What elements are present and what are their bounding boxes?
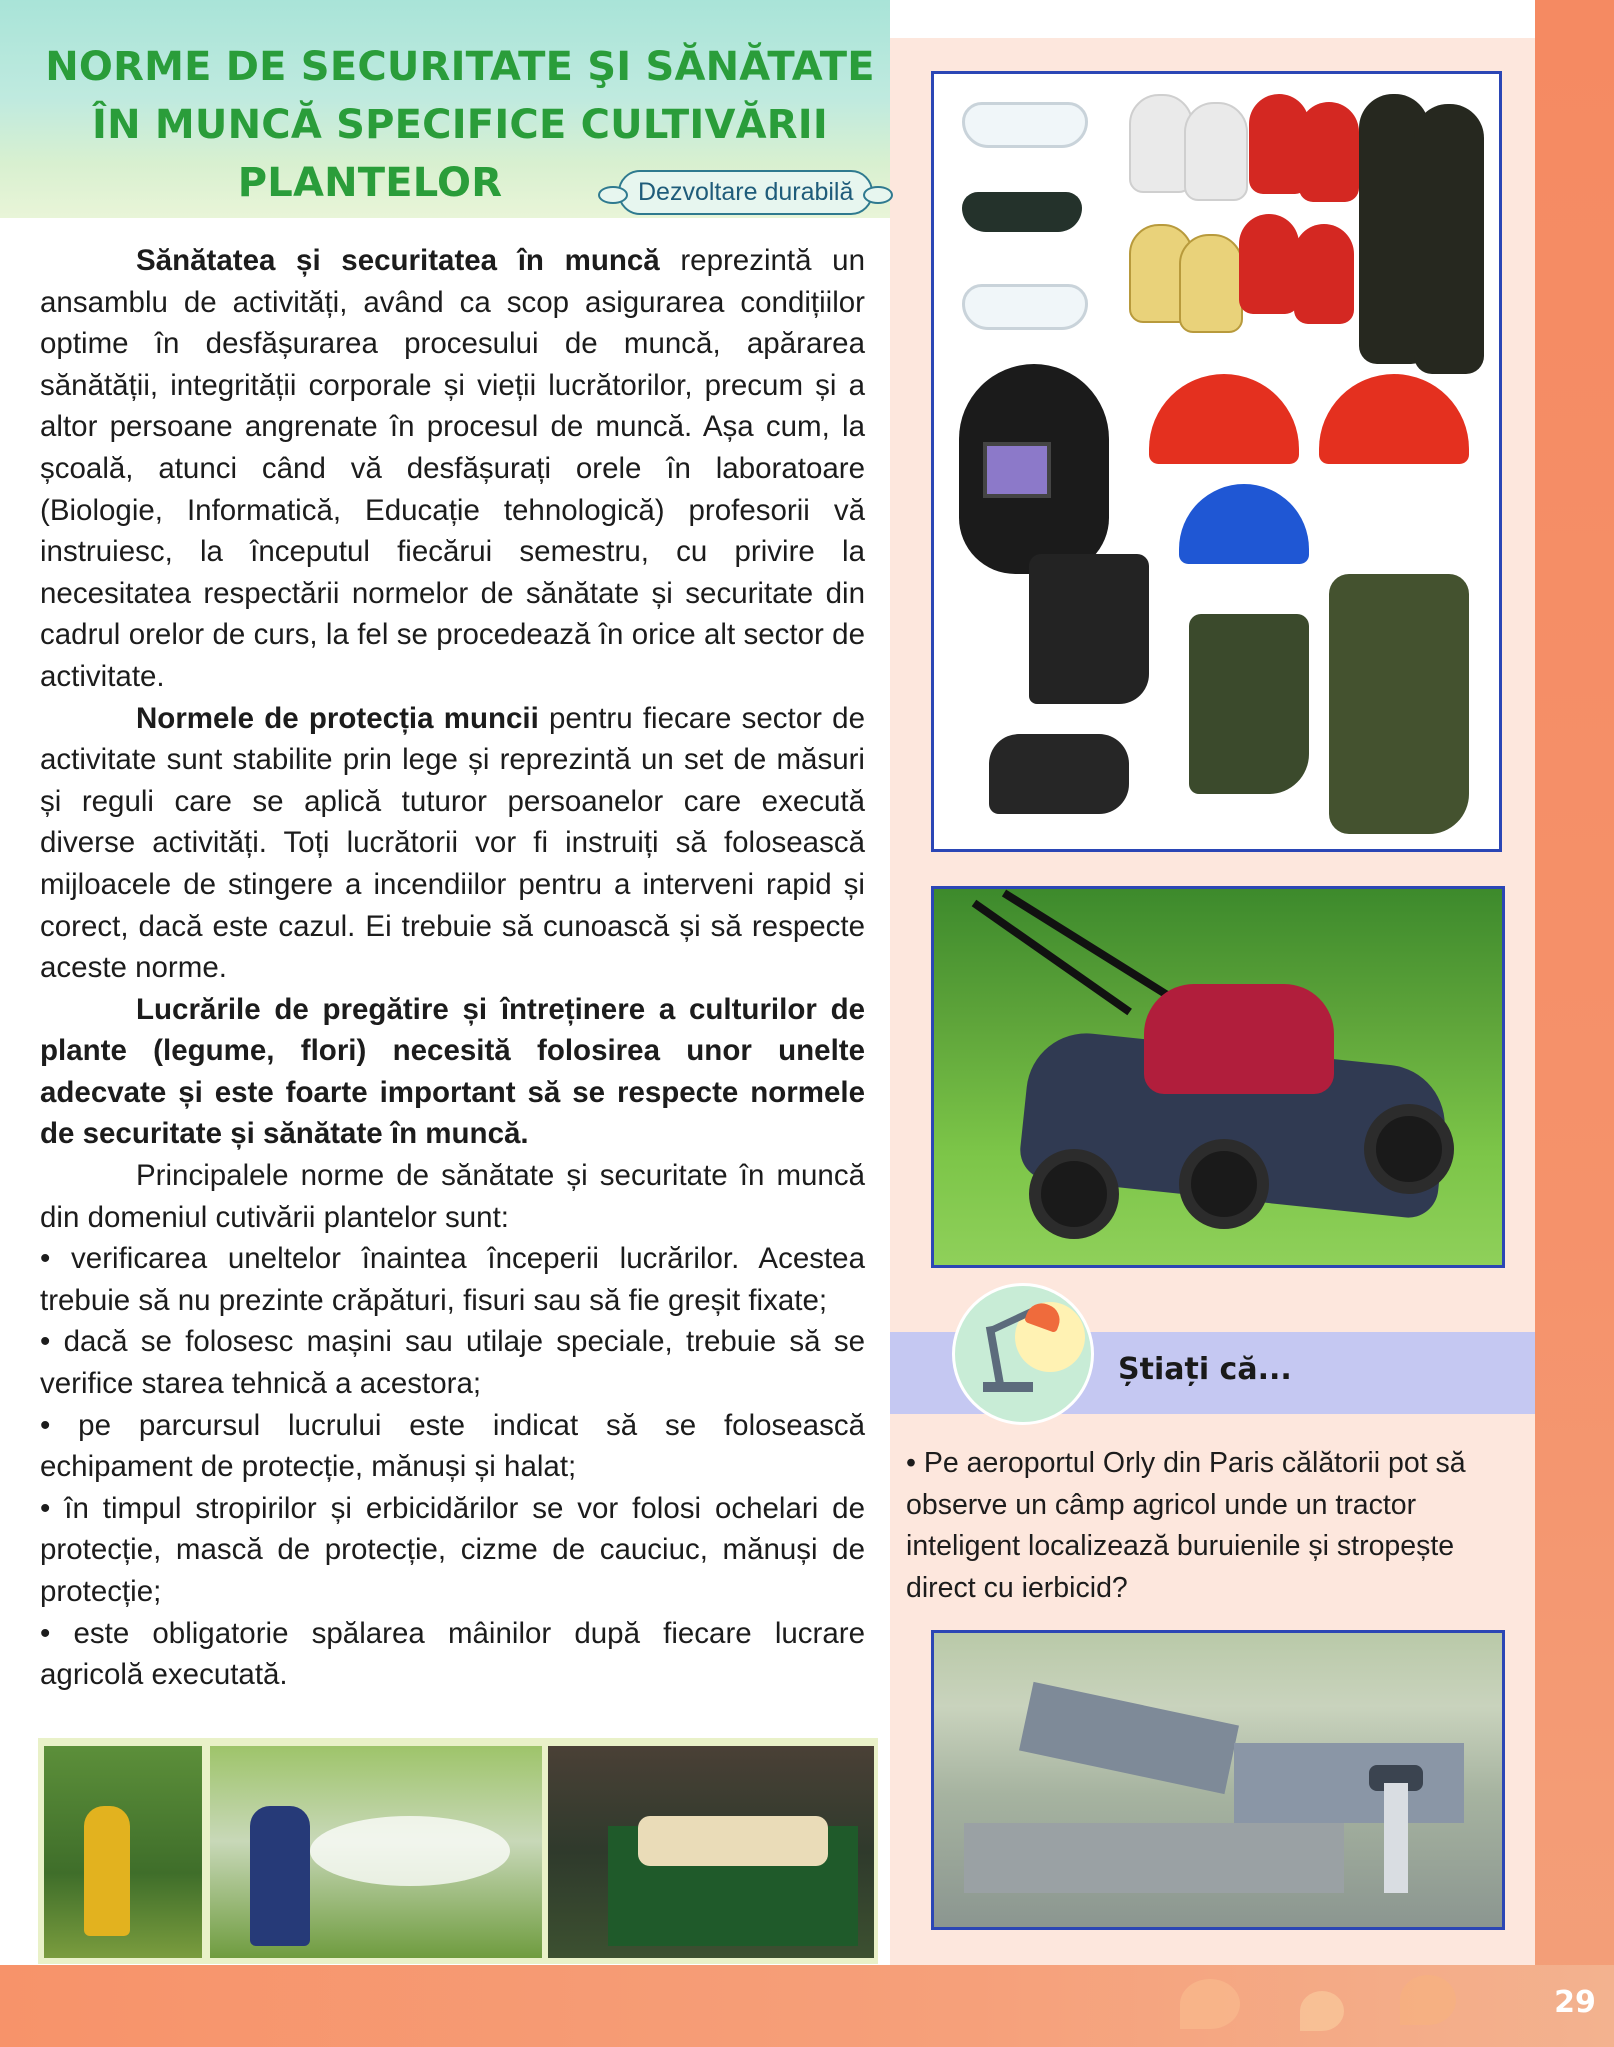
list-item: • verificarea uneltelor înaintea începerii lucrărilor. Acestea trebuie să nu prezinte crăpături, fisuri sau să fie greșit fixate; — [40, 1242, 865, 1317]
greenhouse-worker-photo — [44, 1746, 202, 1958]
bottom-orange-band — [0, 1965, 1614, 2047]
term-health-safety: Sănătatea și securitatea în muncă — [136, 244, 660, 277]
terminal-building — [1019, 1682, 1239, 1794]
mower-engine — [1144, 984, 1334, 1094]
harvest-crate-photo — [548, 1746, 874, 1958]
did-you-know-text: • Pe aeroportul Orly din Paris călătorii pot să observe un câmp agricol unde un tractor inteligent localizează buruienile și stropește direct cu ierbicid? — [906, 1447, 1466, 1604]
paragraph-health-safety — [40, 240, 865, 698]
safety-glasses — [962, 102, 1088, 148]
work-shoe — [989, 734, 1129, 814]
lawn-mower-image — [931, 886, 1505, 1268]
title-line: ÎN MUNCĂ SPECIFICE CULTIVĂRII — [92, 102, 828, 148]
lamp-arm — [986, 1326, 1004, 1386]
white-glove — [1184, 102, 1248, 201]
page-number: 29 — [1554, 1985, 1596, 2020]
list-item: • dacă se folosesc mașini sau utilaje speciale, trebuie să se verifice starea tehnică a acestora; — [40, 1325, 865, 1401]
fishing-waders — [1329, 574, 1469, 834]
list-item: • pe parcursul lucrului este indicat să se folosească echipament de protecție, mănuși și halat; — [40, 1408, 865, 1484]
mower-wheel — [1364, 1104, 1454, 1194]
side-panel-top-margin — [890, 0, 1535, 38]
leather-glove — [1179, 234, 1243, 333]
sustainability-badge: Dezvoltare durabilă — [618, 170, 873, 215]
photo-strip — [38, 1738, 878, 1964]
terminal-building — [1234, 1743, 1464, 1823]
paragraph-text: reprezintă un ansamblu de activități, având ca scop asigurarea condițiilor optime în desfășurarea procesului de muncă, apărarea sănătății, integrității corporale și vieții lucrătorilor, precum și a altor persoane angrenate în procesul de muncă. Așa cum, la școală, atunci când vă desfășurați orele în laboratoare (Biologie, Informatică, Educație tehnologică) profesorii vă instruiesc, la începutul fiecărui semestru, cu privire la necesitatea respectării normelor de sănătate și securitate din cadrul orelor de curs, la fel se procedează în orice alt sector de activitate. — [40, 244, 865, 693]
paragraph-protection-norms — [40, 698, 865, 989]
orly-airport-image — [931, 1630, 1505, 1930]
emphasis-text: Lucrările de pregătire și întreținere a culturilor de plante (legume, flori) necesită folosirea unor unelte adecvate și este foarte important să se respecte normele de securitate și sănătate în muncă. — [40, 992, 865, 1151]
welding-visor — [983, 442, 1051, 498]
red-glove — [1239, 214, 1299, 314]
list-item: • este obligatorie spălarea mâinilor după fiecare lucrare agricolă executată. — [40, 1616, 865, 1692]
worker-with-sprayer — [250, 1806, 310, 1946]
paragraph-intro-list: Principalele norme de sănătate și securitate în muncă din domeniul cutivării plantelor sunt: — [40, 1159, 865, 1234]
paragraph-emphasis — [40, 989, 865, 1155]
leaf-decoration — [1180, 1979, 1240, 2029]
lamp-base — [983, 1382, 1033, 1392]
blue-hard-hat — [1179, 484, 1309, 564]
main-text — [40, 240, 865, 1696]
work-boot — [1029, 554, 1149, 704]
ppe-equipment-image — [931, 71, 1502, 852]
worker-yellow-coat — [84, 1806, 130, 1936]
red-hard-hat — [1149, 374, 1299, 464]
did-you-know-title: Știați că... — [1118, 1352, 1292, 1387]
mower-wheel — [1029, 1149, 1119, 1239]
term-protection-norms: Normele de protecția muncii — [136, 701, 539, 735]
title-line: NORME DE SECURITATE ŞI SĂNĂTATE — [45, 44, 875, 90]
rubber-boot — [1189, 614, 1309, 794]
red-glove — [1294, 224, 1354, 324]
red-hard-hat — [1319, 374, 1469, 464]
spray-mist — [310, 1816, 510, 1886]
control-tower — [1384, 1783, 1408, 1893]
list-item: • în timpul stropirilor și erbicidărilor se vor folosi ochelari de protecție, mască de protecție, cizme de cauciuc, mănuși de protecție; — [40, 1491, 865, 1608]
safety-glasses — [962, 284, 1088, 330]
lamp-icon — [952, 1283, 1094, 1425]
parking-area — [964, 1823, 1344, 1893]
title-line: PLANTELOR — [237, 160, 503, 206]
leaf-decoration — [1300, 1991, 1344, 2031]
orchard-spraying-photo — [210, 1746, 542, 1958]
long-rubber-glove — [1414, 104, 1484, 374]
right-orange-stripe — [1535, 0, 1614, 2047]
harvested-roots — [638, 1816, 828, 1866]
paragraph-text: pentru fiecare sector de activitate sunt stabilite prin lege și reprezintă un set de măsuri și reguli care se aplică tuturor persoanelor care execută diverse activități. Toți lucrătorii vor fi instruiți să folosească mijloacele de stingere a incendiilor pentru a interveni rapid și corect, dacă este cazul. Ei trebuie să cunoască și să respecte aceste norme. — [40, 701, 865, 985]
welding-mask — [959, 364, 1109, 574]
leaf-decoration — [1400, 1975, 1456, 2025]
red-glove — [1299, 102, 1359, 202]
mower-wheel — [1179, 1139, 1269, 1229]
dark-safety-glasses — [962, 192, 1082, 232]
